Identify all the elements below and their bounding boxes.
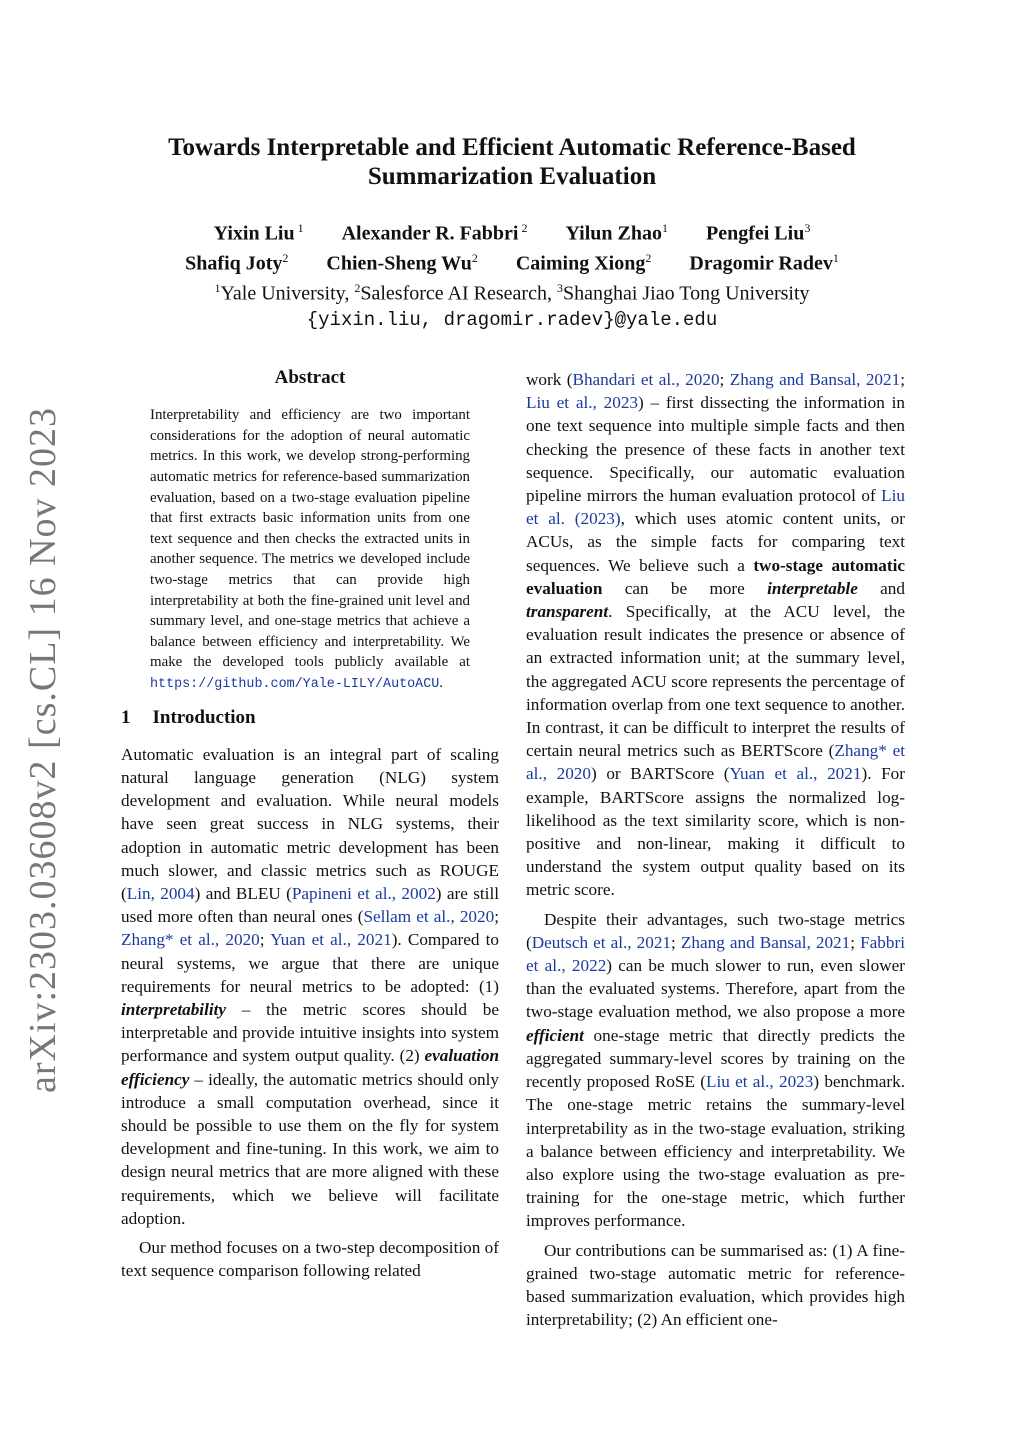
arxiv-identifier-text: arXiv:2303.03608v2 [cs.CL] 16 Nov 2023: [22, 406, 65, 1094]
author: Alexander R. Fabbri $^2$: [341, 221, 528, 245]
citation-link[interactable]: Yuan et al., 2021: [729, 764, 862, 784]
author-row-1: [120, 216, 904, 246]
intro-paragraph-2: Our method focuses on a two-step decomposition of text sequence comparison following related: [121, 1237, 499, 1281]
citation-link[interactable]: Zhang* et al., 2020: [121, 930, 260, 950]
author: Shafiq Joty$^2$: [185, 250, 289, 275]
author: Yilun Zhao$^1$: [565, 221, 668, 245]
citation-link[interactable]: Lin, 2004: [126, 883, 195, 903]
author: Pengfei Liu$^3$: [706, 221, 811, 245]
author: Caiming Xiong$^2$: [515, 250, 652, 275]
abstract-heading: Abstract: [274, 367, 346, 388]
author: Chien-Sheng Wu$^2$: [326, 250, 478, 275]
abstract-text: Interpretability and efficiency are two important considerations for the adoption of neural automatic metrics. In this work, we develop strong-performing automatic metrics for reference-based summarization evaluation, based on a two-stage evaluation pipeline that first extracts basic information units from one text sequence and then checks the extracted units in another sequence. The metrics we developed include two-stage metrics that can provide high interpretability at both the fine-grained unit level and summary level, and one-stage metrics that achieve a balance between efficiency and interpretability. We make the developed tools publicly available at https://github.com/Yale-LILY/AutoACU.: [150, 407, 470, 692]
right-paragraph-1: work (Bhandari et al., 2020; Zhang and Bansal, 2021; Liu et al., 2023) – first dissecting the information in one text sequence into multiple simple facts and then checking the presence of these facts in another text sequence. Specifically, our automatic evaluation pipeline mirrors the human evaluation protocol of Liu et al. (2023), which uses atomic content units, or ACUs, as the simple facts for comparing text sequences. We believe such a two-stage automatic evaluation can be more interpretable and transparent. Specifically, at the ACU level, the evaluation result indicates the presence or absence of an extracted information unit; at the summary level, the aggregated ACU score represents the percentage of information overlap from one text sequence to another. In contrast, it can be difficult to interpret the results of certain neural metrics such as BERTScore (Zhang* et al., 2020) or BARTScore (Yuan et al., 2021). For example, BARTScore assigns the normalized log-likelihood as the text similarity score, which is non-positive and non-linear, making it difficult to understand the system output quality based on its metric score.: [526, 370, 905, 900]
left-column: [121, 366, 499, 1282]
arxiv-identifier: [8, 406, 78, 1094]
citation-link[interactable]: Liu et al., 2023: [705, 1072, 814, 1092]
author-block: [120, 216, 904, 332]
citation-link[interactable]: Papineni et al., 2002: [291, 883, 436, 903]
right-paragraph-3: Our contributions can be summarised as: (1) A fine-grained two-stage automatic metric for reference-based summarization evaluation, which provides high interpretability; (2) An efficient one-: [526, 1240, 905, 1330]
intro-paragraph-1: Automatic evaluation is an integral part of scaling natural language generation (NLG) system development and evaluation. While neural models have seen great success in NLG systems, their adoption in automatic metric development has been much slower, and classic metrics such as ROUGE (Lin, 2004) and BLEU (Papineni et al., 2002) are still used more often than neural ones (Sellam et al., 2020; Zhang* et al., 2020; Yuan et al., 2021). Compared to neural systems, we argue that there are unique requirements for neural metrics to be adopted: (1) interpretability – the metric scores should be interpretable and provide intuitive insights into system performance and system output quality. (2) evaluation efficiency – ideally, the automatic metrics should only introduce a small computation overhead, since it should be possible to use them on the fly for system development and fine-tuning. In this work, we aim to design neural metrics that are more aligned with these requirements, which we believe will facilitate adoption.: [121, 744, 499, 1228]
abstract: [150, 405, 470, 695]
author: Yixin Liu $^1$: [213, 221, 304, 245]
section-heading-introduction: 1 Introduction: [121, 706, 256, 728]
paper-title: [120, 133, 904, 191]
citation-link[interactable]: Zhang* et al., 2020: [526, 741, 905, 784]
title-line-2: Summarization Evaluation: [367, 163, 657, 190]
citation-link[interactable]: Sellam et al., 2020: [363, 907, 495, 927]
author: Dragomir Radev$^1$: [689, 250, 839, 275]
citation-link[interactable]: Liu et al. (2023): [526, 486, 905, 529]
citation-link[interactable]: Deutsch et al., 2021: [531, 932, 672, 952]
right-column: [526, 368, 905, 1331]
citation-link[interactable]: Liu et al., 2023: [526, 393, 639, 413]
affiliations: $^1$Yale University, $^2$Salesforce AI Research, $^3$Shanghai Jiao Tong University: [214, 281, 810, 305]
author-row-2: [120, 246, 904, 276]
citation-link[interactable]: Bhandari et al., 2020: [572, 370, 720, 389]
contact-email: {yixin.liu, dragomir.radev}@yale.edu: [306, 308, 718, 331]
code-link[interactable]: https://github.com/Yale-LILY/AutoACU: [150, 676, 440, 692]
right-paragraph-2: Despite their advantages, such two-stage metrics (Deutsch et al., 2021; Zhang and Bansal, 2021; Fabbri et al., 2022) can be much slower to run, even slower than the evaluated systems. Therefore, apart from the two-stage evaluation method, we also propose a more efficient one-stage metric that directly predicts the aggregated summary-level scores by training on the recently proposed RoSE (Liu et al., 2023) benchmark. The one-stage metric retains the summary-level interpretability as in the two-stage evaluation, striking a balance between efficiency and interpretability. We also explore using the two-stage evaluation as pre-training for the one-stage metric, which further improves performance.: [526, 909, 905, 1231]
title-line-1: Towards Interpretable and Efficient Automatic Reference-Based: [168, 134, 856, 161]
citation-link[interactable]: Yuan et al., 2021: [270, 930, 392, 950]
citation-link[interactable]: Zhang and Bansal, 2021: [680, 932, 851, 952]
citation-link[interactable]: Fabbri et al., 2022: [526, 932, 905, 976]
citation-link[interactable]: Zhang and Bansal, 2021: [729, 370, 901, 389]
